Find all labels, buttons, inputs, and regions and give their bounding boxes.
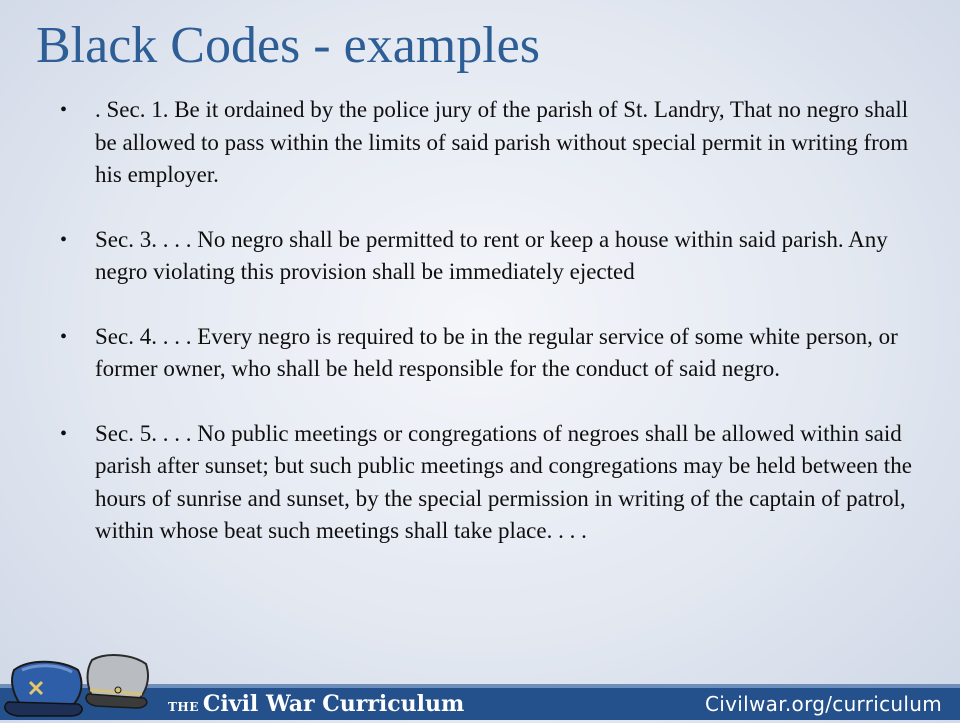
bullet-text: . Sec. 1. Be it ordained by the police jury of the parish of St. Landry, That no negro shall be allowed to pass within the limits of said parish without special permit in writing from his employer. xyxy=(95,97,909,187)
bullet-dot: • xyxy=(60,228,68,251)
slide-title: Black Codes - examples xyxy=(36,17,540,74)
bullet-item xyxy=(60,94,920,192)
site-link[interactable]: Civilwar.org/curriculum xyxy=(705,692,942,716)
brand-name: Civil War Curriculum xyxy=(202,691,465,717)
union-and-confederate-caps-icon xyxy=(0,646,160,720)
bullet-list xyxy=(60,94,920,580)
bullet-item xyxy=(60,321,920,386)
brand-prefix: THE xyxy=(168,700,199,714)
bullet-item xyxy=(60,418,920,548)
bullet-item xyxy=(60,224,920,289)
bullet-dot: • xyxy=(60,99,68,121)
confederate-cap-icon xyxy=(86,655,148,708)
bullet-text: Sec. 4. . . . Every negro is required to be in the regular service of some white person, or former owner, who shall be held responsible for the conduct of said negro. xyxy=(95,323,898,381)
bullet-dot: • xyxy=(60,325,68,348)
brand-wordmark xyxy=(168,688,464,720)
bullet-text: Sec. 3. . . . No negro shall be permitted to rent or keep a house within said parish. Any negro violating this provision shall be immediately ejected xyxy=(95,226,888,284)
bullet-dot: • xyxy=(60,422,68,445)
bullet-text: Sec. 5. . . . No public meetings or congregations of negroes shall be allowed within said parish after sunset; but such public meetings and congregations may be held between the hours of sunrise and sunset, by the special permission in writing of the captain of patrol, within whose beat such meetings shall take place. . . . xyxy=(95,420,912,543)
union-cap-icon xyxy=(5,662,82,716)
